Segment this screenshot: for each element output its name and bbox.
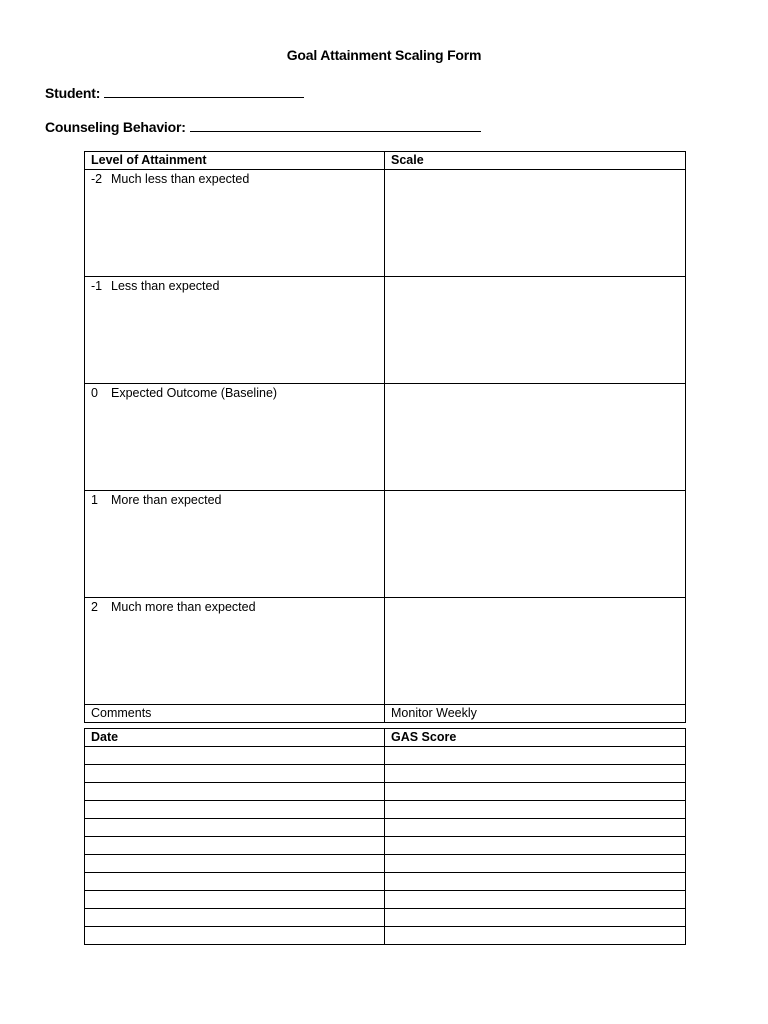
level-row bbox=[85, 598, 686, 705]
student-field bbox=[45, 83, 304, 101]
gas-score-cell[interactable] bbox=[385, 783, 686, 801]
date-cell[interactable] bbox=[85, 891, 385, 909]
gas-score-cell[interactable] bbox=[385, 891, 686, 909]
table-row bbox=[85, 783, 686, 801]
form-title: Goal Attainment Scaling Form bbox=[286, 47, 482, 63]
level-label: Much less than expected bbox=[111, 172, 250, 186]
scale-cell[interactable] bbox=[385, 277, 686, 384]
table-row bbox=[85, 765, 686, 783]
date-cell[interactable] bbox=[85, 765, 385, 783]
date-cell[interactable] bbox=[85, 801, 385, 819]
date-cell[interactable] bbox=[85, 909, 385, 927]
gas-score-cell[interactable] bbox=[385, 909, 686, 927]
date-header: Date bbox=[85, 729, 385, 747]
attainment-table bbox=[84, 151, 686, 723]
gas-score-cell[interactable] bbox=[385, 747, 686, 765]
gas-score-cell[interactable] bbox=[385, 927, 686, 945]
date-cell[interactable] bbox=[85, 837, 385, 855]
monitor-weekly-cell[interactable]: Monitor Weekly bbox=[385, 705, 686, 723]
gas-score-header: GAS Score bbox=[385, 729, 686, 747]
gas-score-cell[interactable] bbox=[385, 873, 686, 891]
table-row bbox=[85, 855, 686, 873]
level-cell bbox=[85, 598, 385, 705]
counseling-behavior-label: Counseling Behavior: bbox=[45, 119, 186, 135]
attainment-footer-row bbox=[85, 705, 686, 723]
gas-score-cell[interactable] bbox=[385, 855, 686, 873]
level-label: More than expected bbox=[111, 493, 222, 507]
counseling-behavior-blank-line[interactable] bbox=[190, 117, 481, 132]
counseling-behavior-field bbox=[45, 117, 481, 135]
student-blank-line[interactable] bbox=[104, 83, 304, 98]
attainment-header-row bbox=[85, 152, 686, 170]
level-row bbox=[85, 384, 686, 491]
level-cell bbox=[85, 491, 385, 598]
comments-cell[interactable]: Comments bbox=[85, 705, 385, 723]
level-row bbox=[85, 277, 686, 384]
table-row bbox=[85, 819, 686, 837]
scale-header: Scale bbox=[385, 152, 686, 170]
gas-score-cell[interactable] bbox=[385, 801, 686, 819]
date-cell[interactable] bbox=[85, 819, 385, 837]
gas-score-cell[interactable] bbox=[385, 819, 686, 837]
table-row bbox=[85, 747, 686, 765]
level-number: 1 bbox=[91, 493, 98, 507]
level-label: Much more than expected bbox=[111, 600, 256, 614]
date-cell[interactable] bbox=[85, 873, 385, 891]
gas-score-cell[interactable] bbox=[385, 765, 686, 783]
level-number: -2 bbox=[91, 172, 103, 186]
scale-cell[interactable] bbox=[385, 170, 686, 277]
student-label: Student: bbox=[45, 85, 101, 101]
level-cell bbox=[85, 277, 385, 384]
scale-cell[interactable] bbox=[385, 598, 686, 705]
table-row bbox=[85, 873, 686, 891]
level-cell bbox=[85, 384, 385, 491]
date-cell[interactable] bbox=[85, 783, 385, 801]
table-row bbox=[85, 909, 686, 927]
level-label: Less than expected bbox=[111, 279, 220, 293]
score-header-row bbox=[85, 729, 686, 747]
level-label: Expected Outcome (Baseline) bbox=[111, 386, 278, 400]
level-row bbox=[85, 170, 686, 277]
level-of-attainment-header: Level of Attainment bbox=[85, 152, 385, 170]
date-cell[interactable] bbox=[85, 747, 385, 765]
date-cell[interactable] bbox=[85, 927, 385, 945]
level-cell bbox=[85, 170, 385, 277]
scale-cell[interactable] bbox=[385, 384, 686, 491]
gas-score-cell[interactable] bbox=[385, 837, 686, 855]
table-row bbox=[85, 801, 686, 819]
level-row bbox=[85, 491, 686, 598]
table-row bbox=[85, 927, 686, 945]
date-cell[interactable] bbox=[85, 855, 385, 873]
table-row bbox=[85, 891, 686, 909]
table-row bbox=[85, 837, 686, 855]
level-number: 2 bbox=[91, 600, 98, 614]
level-number: -1 bbox=[91, 279, 103, 293]
level-number: 0 bbox=[91, 386, 98, 400]
scale-cell[interactable] bbox=[385, 491, 686, 598]
gas-score-table bbox=[84, 728, 686, 945]
